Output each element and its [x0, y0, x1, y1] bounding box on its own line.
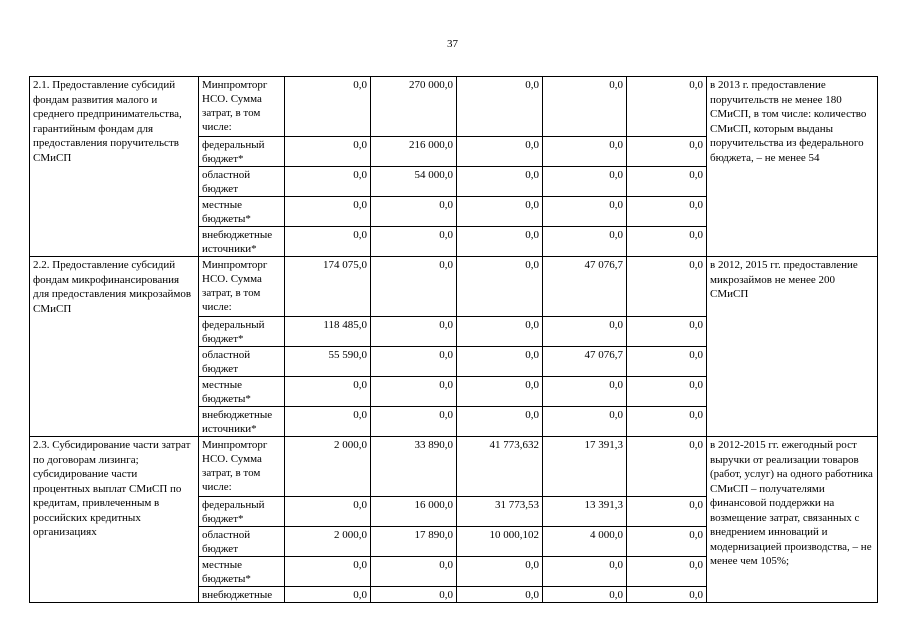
funding-source-cell: федеральный бюджет*	[199, 137, 285, 167]
amount-cell: 0,0	[627, 137, 707, 167]
amount-cell: 2 000,0	[285, 437, 371, 497]
funding-source-cell: областной бюджет	[199, 527, 285, 557]
activity-cell: 2.3. Субсидирование части затрат по договорам лизинга; субсидирование части процентных выплат СМиСП по кредитам, привлеченным в российских кредитных организациях	[30, 437, 199, 603]
amount-cell: 216 000,0	[371, 137, 457, 167]
page-number: 37	[447, 38, 458, 50]
amount-cell: 0,0	[457, 317, 543, 347]
amount-cell: 0,0	[627, 377, 707, 407]
table-body	[30, 77, 878, 603]
amount-cell: 0,0	[627, 497, 707, 527]
amount-cell: 270 000,0	[371, 77, 457, 137]
amount-cell: 0,0	[627, 257, 707, 317]
amount-cell: 0,0	[457, 407, 543, 437]
amount-cell: 55 590,0	[285, 347, 371, 377]
amount-cell: 0,0	[371, 197, 457, 227]
amount-cell: 0,0	[627, 437, 707, 497]
amount-cell: 2 000,0	[285, 527, 371, 557]
amount-cell: 0,0	[627, 197, 707, 227]
amount-cell: 13 391,3	[543, 497, 627, 527]
amount-cell: 17 890,0	[371, 527, 457, 557]
amount-cell: 0,0	[627, 227, 707, 257]
amount-cell: 16 000,0	[371, 497, 457, 527]
amount-cell: 54 000,0	[371, 167, 457, 197]
amount-cell: 0,0	[627, 407, 707, 437]
amount-cell: 0,0	[543, 587, 627, 603]
table-row	[30, 77, 878, 137]
amount-cell: 0,0	[285, 137, 371, 167]
amount-cell: 0,0	[371, 557, 457, 587]
amount-cell: 33 890,0	[371, 437, 457, 497]
funding-source-cell: местные бюджеты*	[199, 557, 285, 587]
table-row	[30, 437, 878, 497]
amount-cell: 0,0	[457, 167, 543, 197]
activity-cell: 2.1. Предоставление субсидий фондам развития малого и среднего предпринимательства, гарантийным фондам для предоставления поручительств СМиСП	[30, 77, 199, 257]
amount-cell: 0,0	[285, 407, 371, 437]
expected-result-cell: в 2012-2015 гг. ежегодный рост выручки от реализации товаров (работ, услуг) на одного работника СМиСП – получателями финансовой поддержки на возмещение затрат, связанных с внедрением инноваций и модернизацией производства, – не менее чем 105%;	[707, 437, 878, 603]
amount-cell: 0,0	[371, 347, 457, 377]
amount-cell: 0,0	[627, 557, 707, 587]
amount-cell: 0,0	[627, 587, 707, 603]
budget-table	[29, 76, 878, 603]
amount-cell: 0,0	[285, 497, 371, 527]
funding-source-cell: федеральный бюджет*	[199, 317, 285, 347]
funding-source-cell: Минпромторг НСО. Сумма затрат, в том числе:	[199, 77, 285, 137]
amount-cell: 0,0	[285, 197, 371, 227]
funding-source-cell: Минпромторг НСО. Сумма затрат, в том числе:	[199, 257, 285, 317]
amount-cell: 0,0	[457, 587, 543, 603]
amount-cell: 0,0	[285, 77, 371, 137]
table-row	[30, 257, 878, 317]
amount-cell: 41 773,632	[457, 437, 543, 497]
amount-cell: 0,0	[457, 197, 543, 227]
amount-cell: 0,0	[371, 587, 457, 603]
amount-cell: 0,0	[285, 587, 371, 603]
funding-source-cell: местные бюджеты*	[199, 377, 285, 407]
amount-cell: 0,0	[543, 557, 627, 587]
funding-source-cell: областной бюджет	[199, 347, 285, 377]
amount-cell: 0,0	[371, 407, 457, 437]
amount-cell: 0,0	[457, 557, 543, 587]
amount-cell: 31 773,53	[457, 497, 543, 527]
funding-source-cell: федеральный бюджет*	[199, 497, 285, 527]
amount-cell: 0,0	[543, 317, 627, 347]
amount-cell: 0,0	[457, 227, 543, 257]
amount-cell: 47 076,7	[543, 257, 627, 317]
amount-cell: 0,0	[543, 167, 627, 197]
amount-cell: 0,0	[285, 167, 371, 197]
funding-source-cell: Минпромторг НСО. Сумма затрат, в том числе:	[199, 437, 285, 497]
amount-cell: 0,0	[457, 77, 543, 137]
amount-cell: 0,0	[543, 407, 627, 437]
amount-cell: 10 000,102	[457, 527, 543, 557]
amount-cell: 4 000,0	[543, 527, 627, 557]
amount-cell: 0,0	[543, 377, 627, 407]
amount-cell: 118 485,0	[285, 317, 371, 347]
funding-source-cell: местные бюджеты*	[199, 197, 285, 227]
expected-result-cell: в 2013 г. предоставление поручительств не менее 180 СМиСП, в том числе: количество СМиСП, которым выданы поручительства из федерального бюджета, – не менее 54	[707, 77, 878, 257]
amount-cell: 0,0	[371, 227, 457, 257]
amount-cell: 0,0	[457, 257, 543, 317]
amount-cell: 0,0	[627, 77, 707, 137]
amount-cell: 17 391,3	[543, 437, 627, 497]
amount-cell: 0,0	[543, 227, 627, 257]
amount-cell: 0,0	[627, 317, 707, 347]
amount-cell: 0,0	[543, 137, 627, 167]
amount-cell: 0,0	[371, 257, 457, 317]
amount-cell: 0,0	[627, 527, 707, 557]
amount-cell: 0,0	[543, 197, 627, 227]
amount-cell: 0,0	[457, 347, 543, 377]
amount-cell: 0,0	[285, 377, 371, 407]
funding-source-cell: внебюджетные источники*	[199, 227, 285, 257]
amount-cell: 47 076,7	[543, 347, 627, 377]
funding-source-cell: областной бюджет	[199, 167, 285, 197]
funding-source-cell: внебюджетные	[199, 587, 285, 603]
amount-cell: 0,0	[627, 167, 707, 197]
funding-source-cell: внебюджетные источники*	[199, 407, 285, 437]
expected-result-cell: в 2012, 2015 гг. предоставление микрозаймов не менее 200 СМиСП	[707, 257, 878, 437]
amount-cell: 174 075,0	[285, 257, 371, 317]
amount-cell: 0,0	[627, 347, 707, 377]
amount-cell: 0,0	[543, 77, 627, 137]
amount-cell: 0,0	[285, 557, 371, 587]
amount-cell: 0,0	[457, 137, 543, 167]
amount-cell: 0,0	[457, 377, 543, 407]
amount-cell: 0,0	[371, 317, 457, 347]
amount-cell: 0,0	[371, 377, 457, 407]
activity-cell: 2.2. Предоставление субсидий фондам микрофинансирования для предоставления микрозаймов СМиСП	[30, 257, 199, 437]
amount-cell: 0,0	[285, 227, 371, 257]
